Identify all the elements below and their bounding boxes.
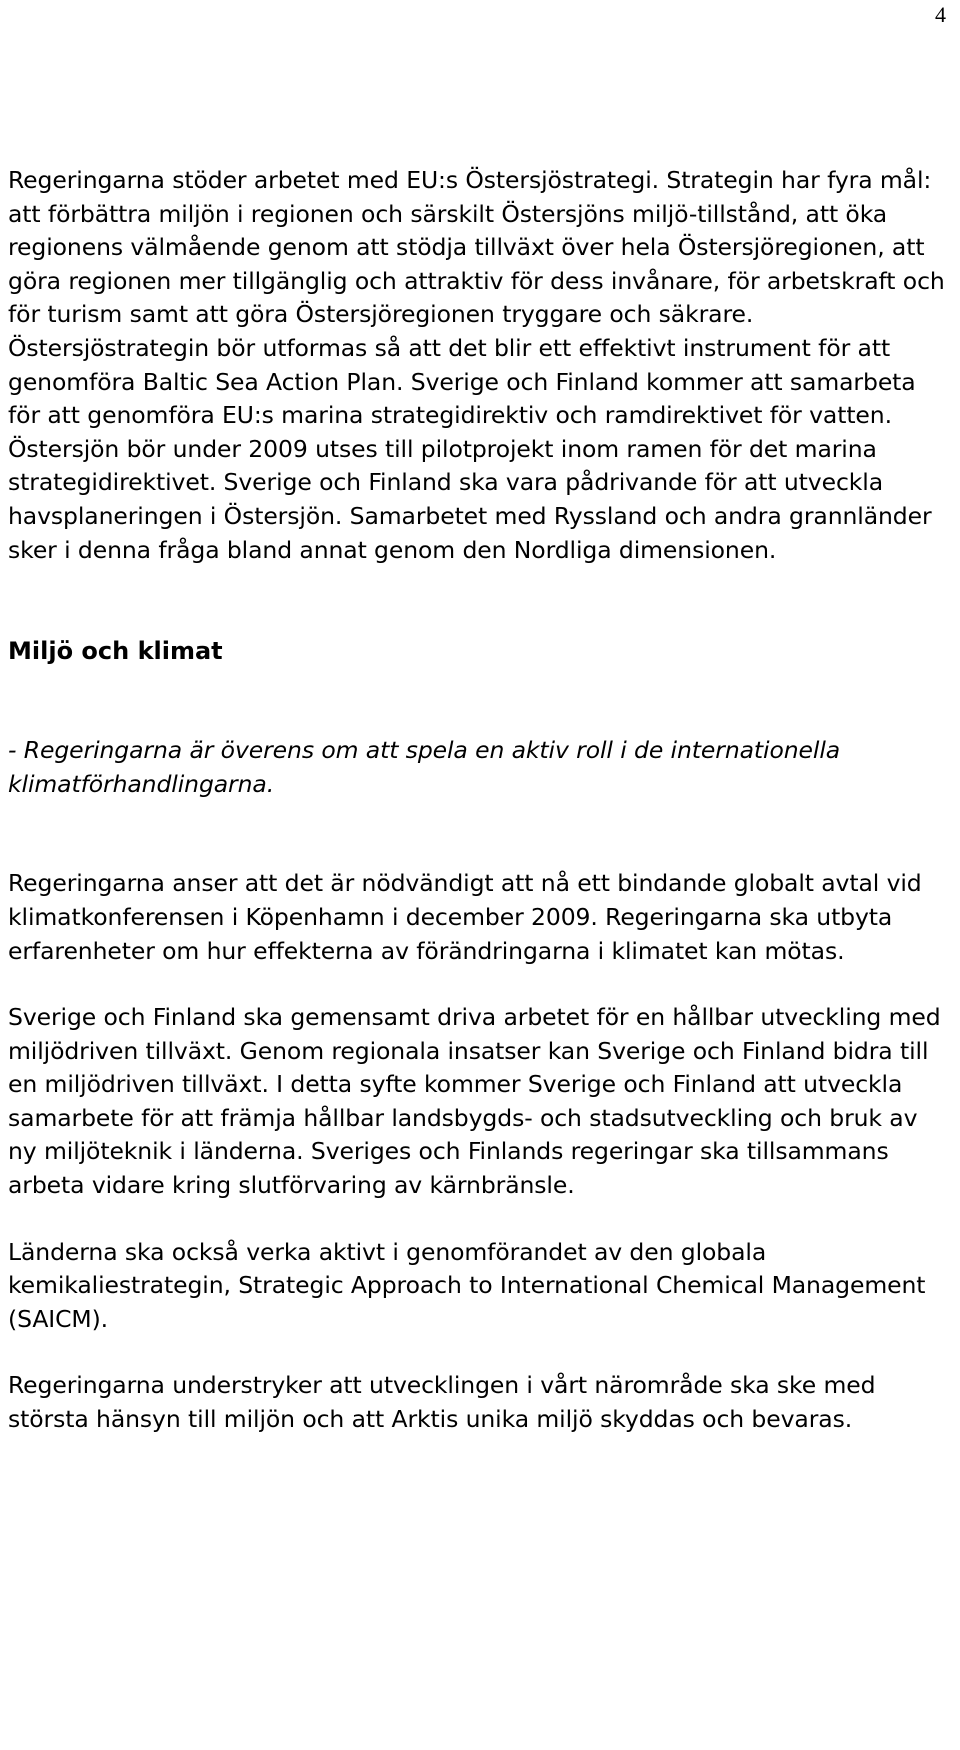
section-heading: Miljö och klimat [8,637,223,666]
spacer [8,668,952,734]
spacer [8,1336,952,1369]
page-number: 4 [935,2,946,27]
paragraph-sustainable-growth: Sverige och Finland ska gemensamt driva arbetet för en hållbar utveckling med miljödriven tillväxt. Genom regionala insatser kan Sverige och Finland bidra till en miljödriven tillväxt. I detta syfte kommer Sverige och Finland att utveckla samarbete för att främja hållbar landsbygds- och stadsutveckling och bruk av ny miljöteknik i länderna. Sveriges och Finlands regeringar ska tillsammans arbeta vidare kring slutförvaring av kärnbränsle. [8,1003,941,1200]
spacer [8,1203,952,1236]
paragraph-baltic-strategy: Regeringarna stöder arbetet med EU:s Östersjöstrategi. Strategin har fyra mål: att förbättra miljön i regionen och särskilt Östersjöns miljö-tillstånd, att öka regionens välmående genom att stödja tillväxt över hela Östersjöregionen, att göra regionen mer tillgänglig och attraktiv för dess invånare, för arbetskraft och för turism samt att göra Östersjöregionen tryggare och säkrare. Östersjöstrategin bör utformas så att det blir ett effektivt instrument för att genomföra Baltic Sea Action Plan. Sverige och Finland kommer att samarbeta för att genomföra EU:s marina strategidirektiv och ramdirektivet för vatten. Östersjön bör under 2009 utses till pilotprojekt inom ramen för det marina strategidirektivet. Sverige och Finland ska vara pådrivande för att utveckla havsplaneringen i Östersjön. Samarbetet med Ryssland och andra grannländer sker i denna fråga bland annat genom den Nordliga dimensionen. [8,166,945,564]
section-summary: - Regeringarna är överens om att spela en aktiv roll i de internationella klimatförhandlingarna. [8,736,841,798]
paragraph-climate-agreement: Regeringarna anser att det är nödvändigt att nå ett bindande globalt avtal vid klimatkonferensen i Köpenhamn i december 2009. Regeringarna ska utbyta erfarenheter om hur effekterna av förändringarna i klimatet kan mötas. [8,869,922,965]
spacer [8,801,952,867]
document-body [8,164,952,1437]
paragraph-arctic-environment: Regeringarna understryker att utvecklingen i vårt närområde ska ske med största hänsyn till miljön och att Arktis unika miljö skyddas och bevaras. [8,1371,876,1434]
paragraph-chemicals-strategy: Länderna ska också verka aktivt i genomförandet av den globala kemikaliestrategin, Strategic Approach to International Chemical Management (SAICM). [8,1237,926,1333]
spacer [8,968,952,1001]
spacer [8,567,952,634]
